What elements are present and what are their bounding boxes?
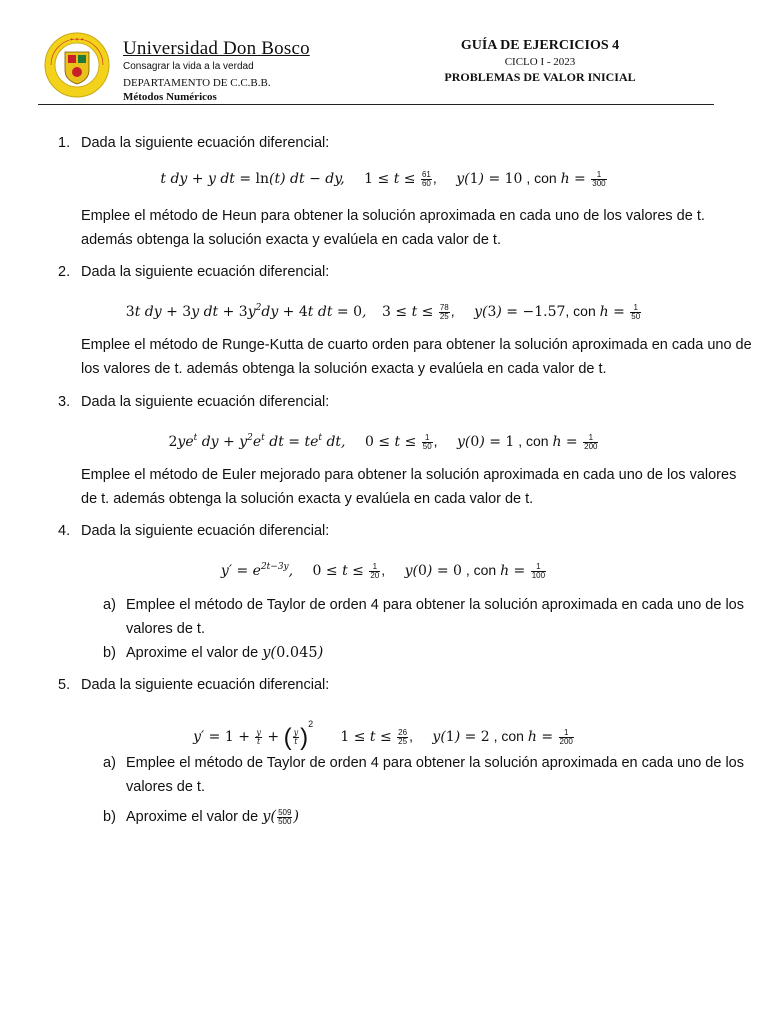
problem-2-equation: 3t dy + 3y dt + $3y^2dy + 4t$ dt = 0, 3 ≤ t ≤ $\frac{78}{25}$ , y(3) = −1.57, con h = $\frac{1}{50}$ xyxy=(125,302,641,321)
problem-3-text-line1: Emplee el método de Euler mejorado para obtener la solución aproximada en cada uno de los valores xyxy=(81,467,737,483)
problem-1-intro: Dada la siguiente ecuación diferencial: xyxy=(81,135,330,151)
header-divider xyxy=(38,104,714,105)
problem-1-equation: t dy + y dt = ln(t) dt − dy, 1 ≤ t ≤ $\frac{61}{60}$ , y(1) = 10 , con h = $\frac{1}{300}$ xyxy=(160,169,606,188)
university-name: Universidad Don Bosco xyxy=(123,38,310,59)
con-label: , con xyxy=(526,170,557,186)
con-label: , con xyxy=(518,433,549,449)
guide-title: GUÍA DE EJERCICIOS 4 xyxy=(460,38,620,53)
cycle-label: CICLO I - 2023 xyxy=(504,56,576,68)
con-label: , con xyxy=(465,562,497,578)
problem-1-text-line2: además obtenga la solución exacta y evalúela en cada valor de t. xyxy=(81,232,501,248)
problem-5-a-line1: Emplee el método de Taylor de orden 4 para obtener la solución aproximada en cada uno de los xyxy=(126,755,744,771)
university-logo xyxy=(44,32,110,98)
problem-2-text-line1: Emplee el método de Runge-Kutta de cuarto orden para obtener la solución aproximada en cada uno de xyxy=(81,337,752,353)
problem-3-equation: $2ye^t$ dy + $y^2e^t$ dt = $te^t$ dt, 0 ≤ t ≤ $\frac{1}{50}$ , y(0) = 1 , con h = $\frac{1}{200}$ xyxy=(168,432,598,451)
problem-5-intro: Dada la siguiente ecuación diferencial: xyxy=(81,677,330,693)
problem-5-b-label: b) xyxy=(103,809,116,825)
problem-4-a-line1: Emplee el método de Taylor de orden 4 para obtener la solución aproximada en cada uno de los xyxy=(126,597,744,613)
problem-3-number: 3. xyxy=(58,394,71,410)
problem-4-b-text: Aproxime el valor de y(0.045) xyxy=(126,645,324,661)
problem-4-intro: Dada la siguiente ecuación diferencial: xyxy=(81,523,330,539)
problem-5-b-text: Aproxime el valor de y( $\frac{509}{500}$ ) xyxy=(126,807,300,826)
problem-5-a-label: a) xyxy=(103,755,116,771)
problem-4-equation: $y' = e^{2t-3y}$, 0 ≤ t ≤ $\frac{1}{20}$ , y(0) = 0 , con h = $\frac{1}{100}$ xyxy=(220,561,546,580)
problem-1-text-line1: Emplee el método de Heun para obtener la solución aproximada en cada uno de los valores de t. xyxy=(81,208,705,224)
problem-4-b-label: b) xyxy=(103,645,116,661)
problem-2-intro: Dada la siguiente ecuación diferencial: xyxy=(81,264,330,280)
problem-1-number: 1. xyxy=(58,135,71,151)
problem-2-number: 2. xyxy=(58,264,71,280)
topic-title: PROBLEMAS DE VALOR INICIAL xyxy=(444,70,636,84)
problem-4-a-label: a) xyxy=(103,597,116,613)
con-label: , con xyxy=(493,728,524,744)
problem-3-intro: Dada la siguiente ecuación diferencial: xyxy=(81,394,330,410)
con-label: , con xyxy=(565,303,596,319)
problem-5-equation: y′ = 1 + $\frac{y}{t}$ + ( $\frac{y}{t}$ )$^2$ 1 ≤ t ≤ $\frac{26}{25}$ , y(1) = 2 , con h = $\frac{1}{200}$ xyxy=(193,719,573,751)
problem-4-number: 4. xyxy=(58,523,71,539)
problem-5-number: 5. xyxy=(58,677,71,693)
problem-5-a-line2: valores de t. xyxy=(126,779,205,795)
department: DEPARTAMENTO DE C.C.B.B. xyxy=(123,77,271,89)
problem-3-text-line2: de t. además obtenga la solución exacta y evalúela en cada valor de t. xyxy=(81,491,534,507)
university-motto: Consagrar la vida a la verdad xyxy=(123,61,254,72)
problem-2-text-line2: los valores de t. además obtenga la solución exacta y evalúela en cada valor de t. xyxy=(81,361,607,377)
subject-name: Métodos Numéricos xyxy=(123,91,217,103)
problem-4-a-line2: valores de t. xyxy=(126,621,205,637)
svg-text:✦ ✦ ✦: ✦ ✦ ✦ xyxy=(69,38,85,43)
